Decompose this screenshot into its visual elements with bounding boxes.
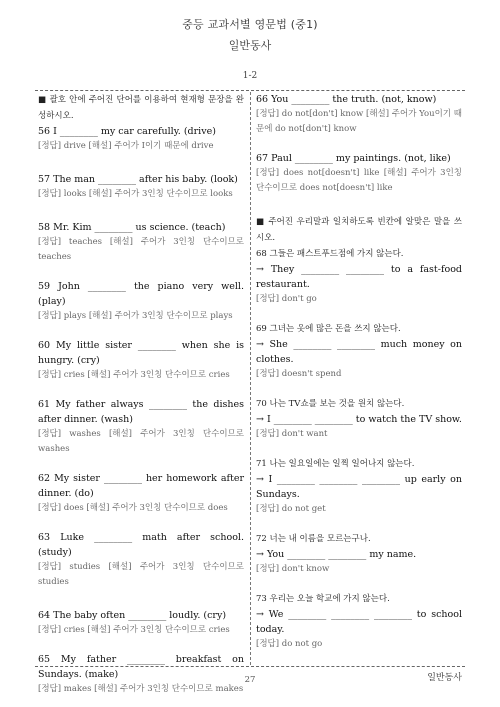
column-divider — [250, 92, 251, 665]
question-item — [38, 279, 244, 324]
question-item — [256, 591, 462, 652]
answer-text: [정답] does [해설] 주어가 3인칭 단수이므로 does — [38, 503, 228, 513]
answer-text: [정답] don't know — [256, 564, 330, 574]
page-header — [0, 16, 500, 81]
english-blank: → They ________ ________ to a fast-food restaurant. — [256, 264, 462, 290]
answer-text: [정답] don't want — [256, 429, 328, 439]
question-item — [38, 338, 244, 383]
answer-text: [정답] doesn't spend — [256, 369, 342, 379]
question-item — [256, 151, 462, 196]
korean-prompt: 72 너는 내 이름을 모르는구나. — [256, 534, 371, 544]
top-divider — [35, 90, 465, 91]
question-item — [256, 396, 462, 442]
answer-text: [정답] washes [해설] 주어가 3인칭 단수이므로 washes — [38, 429, 244, 454]
document-subtitle: 일반동사 — [228, 39, 272, 52]
question-text: 62 My sister ________ her homework after dinner. (do) — [38, 473, 244, 499]
answer-text: [정답] do not[don't] know [해설] 주어가 You이기 때문에 do not[don't] know — [256, 109, 462, 134]
question-item — [256, 92, 462, 137]
instruction: ■ 주어진 우리말과 일치하도록 빈칸에 알맞은 말을 쓰시오. — [256, 217, 462, 243]
answer-text: [정답] do not get — [256, 504, 326, 514]
question-text: 63 Luke ________ math after school. (study) — [38, 532, 244, 558]
answer-text: [정답] teaches [해설] 주어가 3인칭 단수이므로 teaches — [38, 237, 244, 262]
question-text: 58 Mr. Kim ________ us science. (teach) — [38, 222, 226, 233]
korean-prompt: 70 나는 TV쇼를 보는 것을 원치 않는다. — [256, 399, 405, 409]
document-title: 중등 교과서별 영문법 (중1) — [182, 18, 318, 31]
answer-text: [정답] drive [해설] 주어가 I이기 때문에 drive — [38, 141, 214, 151]
question-item — [38, 172, 244, 202]
instruction: ■ 괄호 안에 주어진 단어를 이용하여 현재형 문장을 완성하시오. — [38, 95, 244, 121]
question-item — [256, 531, 462, 577]
answer-text: [정답] looks [해설] 주어가 3인칭 단수이므로 looks — [38, 189, 233, 199]
answer-text: [정답] do not go — [256, 639, 323, 649]
answer-text: [정답] studies [해설] 주어가 3인칭 단수이므로 studies — [38, 562, 244, 587]
question-text: 57 The man ________ after his baby. (look) — [38, 174, 238, 185]
question-item — [38, 530, 244, 590]
question-text: 65 My father ________ breakfast on Sundays. (make) — [38, 654, 244, 680]
english-blank: → I ________ ________ to watch the TV show. — [256, 414, 462, 425]
answer-text: [정답] don't go — [256, 294, 317, 304]
answer-text: [정답] cries [해설] 주어가 3인칭 단수이므로 cries — [38, 370, 230, 380]
english-blank: → I ________ ________ ________ up early on Sundays. — [256, 474, 462, 500]
question-item — [256, 456, 462, 517]
question-item — [256, 321, 462, 382]
korean-prompt: 69 그녀는 옷에 많은 돈을 쓰지 않는다. — [256, 324, 401, 334]
english-blank: → You ________ ________ my name. — [256, 549, 417, 560]
question-text: 64 The baby often ________ loudly. (cry) — [38, 610, 227, 621]
english-blank: → She ________ ________ much money on clothes. — [256, 339, 462, 365]
page-number: 27 — [244, 675, 256, 685]
question-text: 66 You ________ the truth. (not, know) — [256, 94, 437, 105]
question-text: 56 I ________ my car carefully. (drive) — [38, 126, 216, 137]
right-column — [256, 92, 462, 652]
korean-prompt: 73 우리는 오늘 학교에 가지 않는다. — [256, 594, 390, 604]
question-item — [38, 397, 244, 457]
korean-prompt: 68 그들은 패스트푸드점에 가지 않는다. — [256, 249, 404, 259]
question-item — [38, 471, 244, 516]
footer-label: 일반동사 — [427, 673, 462, 683]
korean-prompt: 71 나는 일요일에는 일찍 일어나지 않는다. — [256, 459, 415, 469]
question-text: 59 John ________ the piano very well. (play) — [38, 281, 244, 307]
answer-text: [정답] plays [해설] 주어가 3인칭 단수이므로 plays — [38, 311, 233, 321]
answer-text: [정답] cries [해설] 주어가 3인칭 단수이므로 cries — [38, 625, 230, 635]
answer-text: [정답] makes [해설] 주어가 3인칭 단수이므로 makes — [38, 684, 244, 694]
english-blank: → We ________ ________ ________ to school today. — [256, 609, 462, 635]
question-text: 67 Paul ________ my paintings. (not, like) — [256, 153, 451, 164]
question-text: 61 My father always ________ the dishes after dinner. (wash) — [38, 399, 244, 425]
question-item — [38, 220, 244, 265]
question-item — [38, 124, 244, 154]
question-item — [38, 608, 244, 638]
question-text: 60 My little sister ________ when she is hungry. (cry) — [38, 340, 244, 366]
section-number: 1-2 — [242, 71, 258, 81]
question-item — [256, 246, 462, 307]
answer-text: [정답] does not[doesn't] like [해설] 주어가 3인칭 단수이므로 does not[doesn't] like — [256, 168, 462, 193]
left-column — [38, 92, 244, 697]
